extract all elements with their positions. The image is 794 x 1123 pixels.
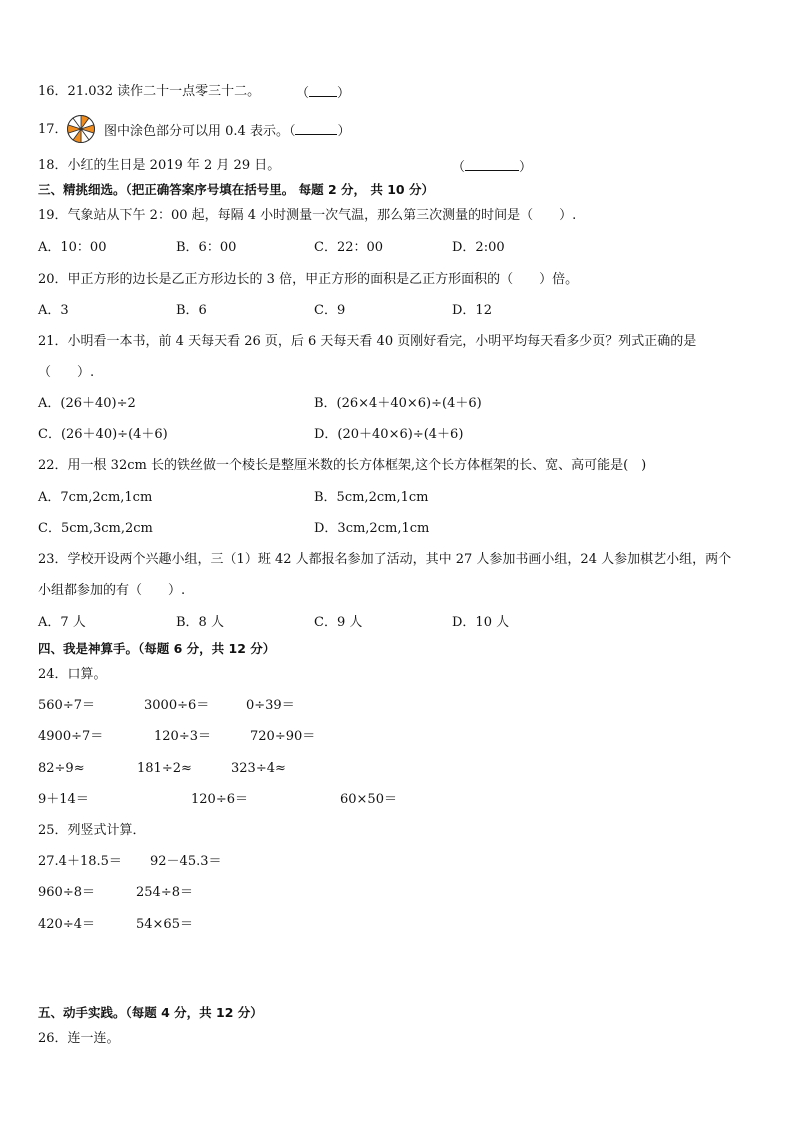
q25-item: 960÷8＝ [38,885,95,900]
q19-option-a[interactable]: A．10：00 [38,240,107,255]
q24-item: 4900÷7＝ [38,729,104,744]
q25-item: 254÷8＝ [136,885,193,900]
q22-option-a[interactable]: A．7cm,2cm,1cm [38,490,153,505]
q17-answer-blank[interactable] [104,122,350,140]
section-3-heading: 三、精挑细选。（把正确答案序号填在括号里。 每题 2 分， 共 10 分） [38,182,434,197]
q16-paren-open: （ [296,86,310,101]
q16-answer-blank[interactable] [296,84,350,102]
q23-option-c[interactable]: C．9 人 [314,615,363,630]
section-4-heading: 四、我是神算手。（每题 6 分，共 12 分） [38,641,276,656]
q24-item: 82÷9≈ [38,761,85,776]
q21-option-d[interactable]: D．(20＋40×6)÷(4＋6) [314,427,464,442]
q21-option-b[interactable]: B．(26×4＋40×6)÷(4＋6) [314,396,482,411]
q24-item: 120÷3＝ [154,729,211,744]
q21-option-c[interactable]: C．(26＋40)÷(4＋6) [38,427,168,442]
q18-paren-open: （ [452,160,466,175]
q22-option-d[interactable]: D．3cm,2cm,1cm [314,521,430,536]
q21-text: 21．小明看一本书，前 4 天每天看 26 页，后 6 天每天看 40 页刚好看完，小明平均每天看多少页？列式正确的是 [38,334,697,349]
q17-text: 图中涂色部分可以用 0.4 表示。（ [104,124,296,139]
q17-number: 17． [38,122,68,137]
section-5-heading: 五、动手实践。（每题 4 分，共 12 分） [38,1005,263,1020]
q18-text: 18．小红的生日是 2019 年 2 月 29 日。 [38,158,281,173]
q24-item: 181÷2≈ [137,761,192,776]
q24-title: 24．口算。 [38,667,107,682]
q21-option-a[interactable]: A．(26＋40)÷2 [38,396,136,411]
q19-option-c[interactable]: C．22：00 [314,240,384,255]
q25-item: 27.4＋18.5＝ [38,854,122,869]
q23-text: 23．学校开设两个兴趣小组，三（1）班 42 人都报名参加了活动，其中 27 人参加书画小组，24 人参加棋艺小组，两个 [38,552,732,567]
q20-text: 20．甲正方形的边长是乙正方形边长的 3 倍，甲正方形的面积是乙正方形面积的（ ）倍。 [38,272,579,287]
pie-fraction-figure [66,114,96,144]
q16-text: 16．21.032 读作二十一点零三十二。 [38,84,261,99]
q22-option-c[interactable]: C．5cm,3cm,2cm [38,521,153,536]
q20-option-a[interactable]: A．3 [38,303,69,318]
q24-item: 0÷39＝ [246,698,295,713]
q19-option-d[interactable]: D．2:00 [452,240,505,255]
q26-title: 26．连一连。 [38,1031,120,1046]
q24-item: 120÷6＝ [191,792,248,807]
q24-item: 9＋14＝ [38,792,89,807]
q20-option-b[interactable]: B．6 [176,303,207,318]
q24-item: 560÷7＝ [38,698,95,713]
q24-item: 60×50＝ [340,792,397,807]
q24-item: 323÷4≈ [231,761,286,776]
q18-answer-blank[interactable] [452,158,532,176]
q22-text: 22．用一根 32cm 长的铁丝做一个棱长是整厘米数的长方体框架,这个长方体框架的长、宽、高可能是( ) [38,458,647,473]
q20-option-d[interactable]: D．12 [452,303,492,318]
q23-option-d[interactable]: D．10 人 [452,615,510,630]
q23-option-b[interactable]: B．8 人 [176,615,224,630]
q23-option-a[interactable]: A．7 人 [38,615,86,630]
q23-text-continued: 小组都参加的有（ ）. [38,583,186,598]
q25-item: 54×65＝ [136,917,193,932]
q24-item: 3000÷6＝ [144,698,210,713]
q25-title: 25．列竖式计算． [38,823,146,838]
q19-option-b[interactable]: B．6：00 [176,240,237,255]
q20-option-c[interactable]: C．9 [314,303,346,318]
q17-paren-close: ） [337,124,351,139]
q22-option-b[interactable]: B．5cm,2cm,1cm [314,490,429,505]
q16-paren-close: ） [337,86,351,101]
q21-text-continued: （ ）. [38,365,95,380]
q25-item: 420÷4＝ [38,917,95,932]
q18-paren-close: ） [519,160,533,175]
q24-item: 720÷90＝ [250,729,316,744]
q19-text: 19．气象站从下午 2：00 起，每隔 4 小时测量一次气温，那么第三次测量的时间是（ ）. [38,208,577,223]
q25-item: 92－45.3＝ [150,854,222,869]
